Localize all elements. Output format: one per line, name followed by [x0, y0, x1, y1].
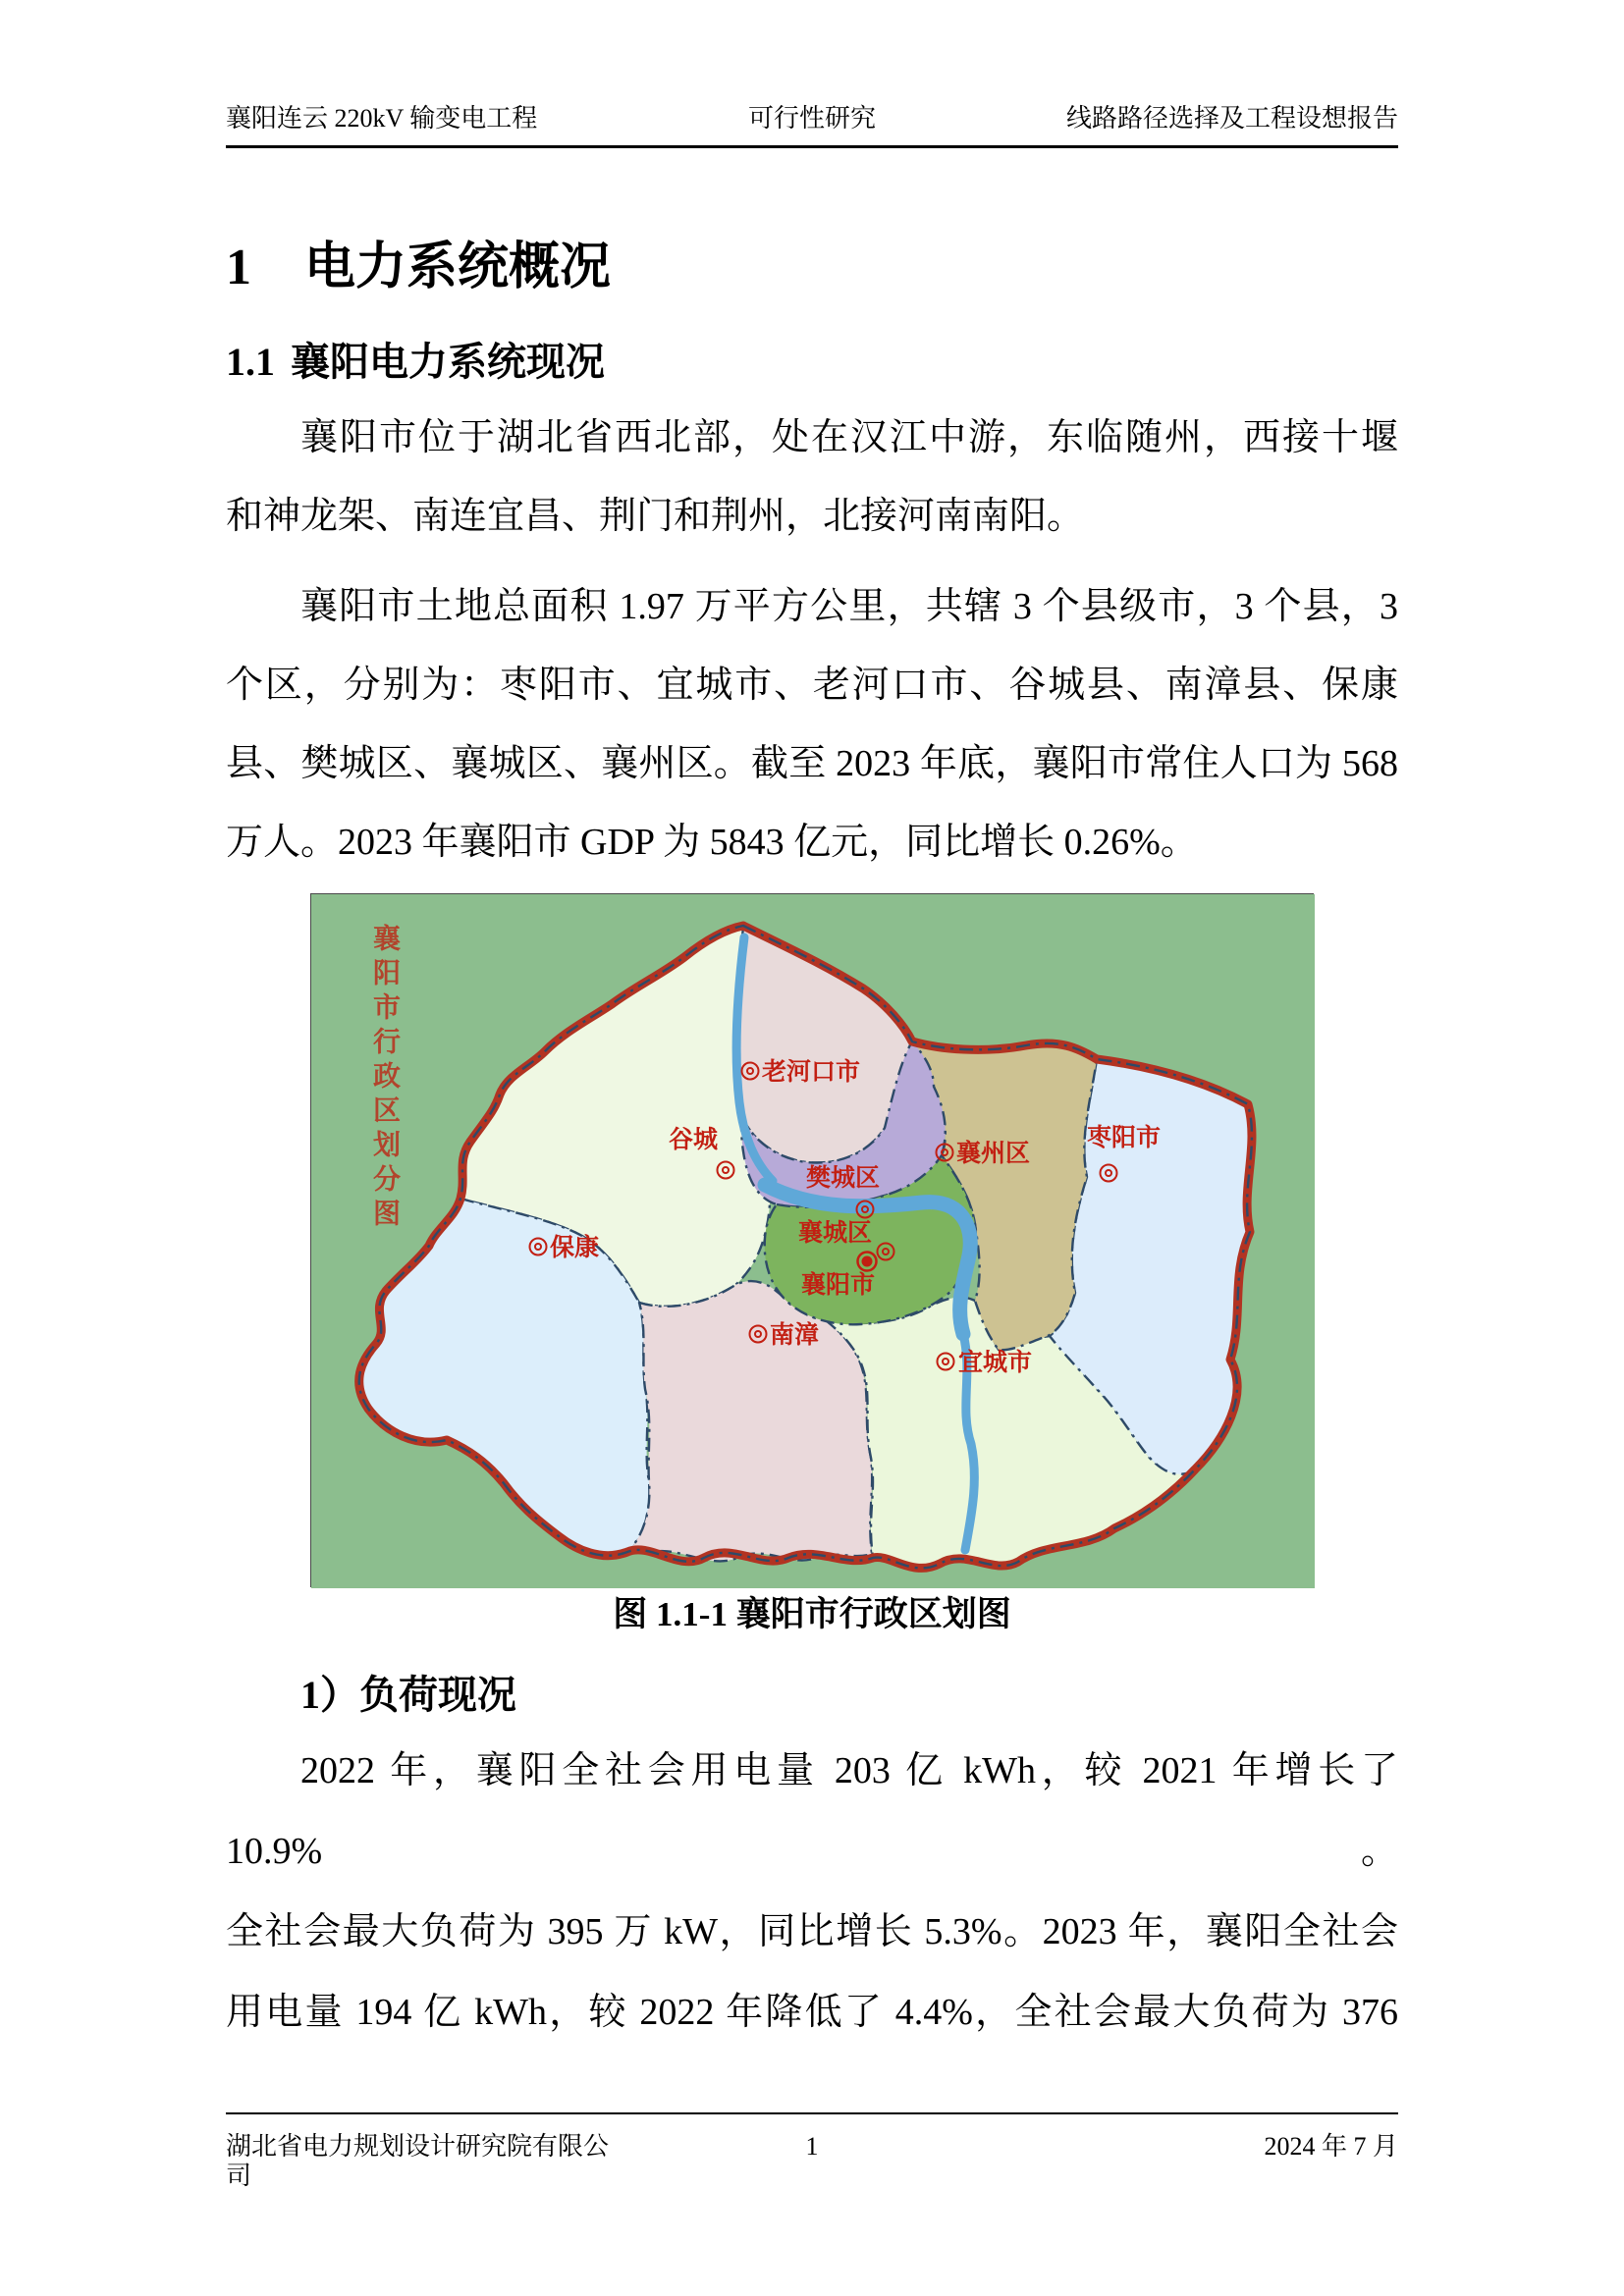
load-status-heading: 1）负荷现况: [300, 1673, 516, 1717]
map-label-laohekou: 老河口市: [762, 1059, 861, 1086]
map-label-xiangyang-city: 襄阳市: [801, 1272, 876, 1299]
admin-division-map: [310, 893, 1314, 1587]
paragraph-location: [226, 399, 1398, 556]
figure-caption: 图 1.1-1 襄阳市行政区划图: [613, 1595, 1011, 1633]
page-header: [226, 104, 1398, 148]
body-line: 万人。2023 年襄阳市 GDP 为 5843 亿元，同比增长 0.26%。: [226, 822, 1198, 863]
map-label-baokang: 保康: [550, 1235, 600, 1261]
footer-page-number: 1: [805, 2132, 819, 2161]
map-label-xiangcheng: 襄城区: [798, 1220, 873, 1247]
document-body: [226, 238, 1398, 2053]
map-label-nanzhang: 南漳: [770, 1322, 820, 1349]
body-line: 襄阳市位于湖北省西北部，处在汉江中游，东临随州，西接十堰: [300, 417, 1398, 458]
body-line: 个区，分别为：枣阳市、宜城市、老河口市、谷城县、南漳县、保康: [226, 665, 1398, 706]
body-line: 用电量 194 亿 kWh，较 2022 年降低了 4.4%，全社会最大负荷为 376: [226, 1992, 1398, 2033]
header-report-title: 线路路径选择及工程设想报告: [1065, 104, 1398, 133]
body-line: 县、樊城区、襄城区、襄州区。截至 2023 年底，襄阳市常住人口为 568: [226, 743, 1398, 784]
map-label-yicheng: 宜城市: [958, 1350, 1033, 1376]
body-line: 2022 年，襄阳全社会用电量 203 亿 kWh，较 2021 年增长了 10.9%。: [226, 1750, 1398, 1872]
subsection-number: 1.1: [226, 340, 275, 384]
map-label-zaoyang: 枣阳市: [1087, 1125, 1162, 1151]
map-label-fancheng: 樊城区: [806, 1165, 881, 1192]
figure-map: [226, 893, 1398, 1636]
map-label-gucheng: 谷城: [669, 1127, 719, 1153]
map-title-vertical: 襄阳市行政区划分图: [369, 924, 400, 1233]
footer-company: 湖北省电力规划设计研究院有限公司: [226, 2132, 610, 2190]
map-canvas: [311, 894, 1315, 1588]
section-title: 电力系统概况: [304, 240, 612, 295]
paragraph-area-population: [226, 567, 1398, 881]
section-heading-1: [226, 238, 1398, 298]
subsection-title: 襄阳电力系统现况: [291, 340, 605, 384]
map-label-xiangzhou: 襄州区: [956, 1141, 1031, 1167]
page-footer: [226, 2112, 1398, 2191]
paragraph-load-status: [226, 1731, 1398, 2053]
header-doc-type: 可行性研究: [747, 104, 876, 133]
footer-date: 2024 年 7 月: [1264, 2132, 1398, 2161]
subsection-heading-1-1: [226, 338, 1398, 387]
body-line: 襄阳市土地总面积 1.97 万平方公里，共辖 3 个县级市，3 个县，3: [300, 586, 1398, 627]
section-number: 1: [226, 240, 251, 295]
body-line: 和神龙架、南连宜昌、荆门和荆州，北接河南南阳。: [226, 496, 1085, 537]
header-project-title: 襄阳连云 220kV 输变电工程: [226, 104, 538, 133]
body-line: 全社会最大负荷为 395 万 kW，同比增长 5.3%。2023 年，襄阳全社会: [226, 1911, 1398, 1952]
